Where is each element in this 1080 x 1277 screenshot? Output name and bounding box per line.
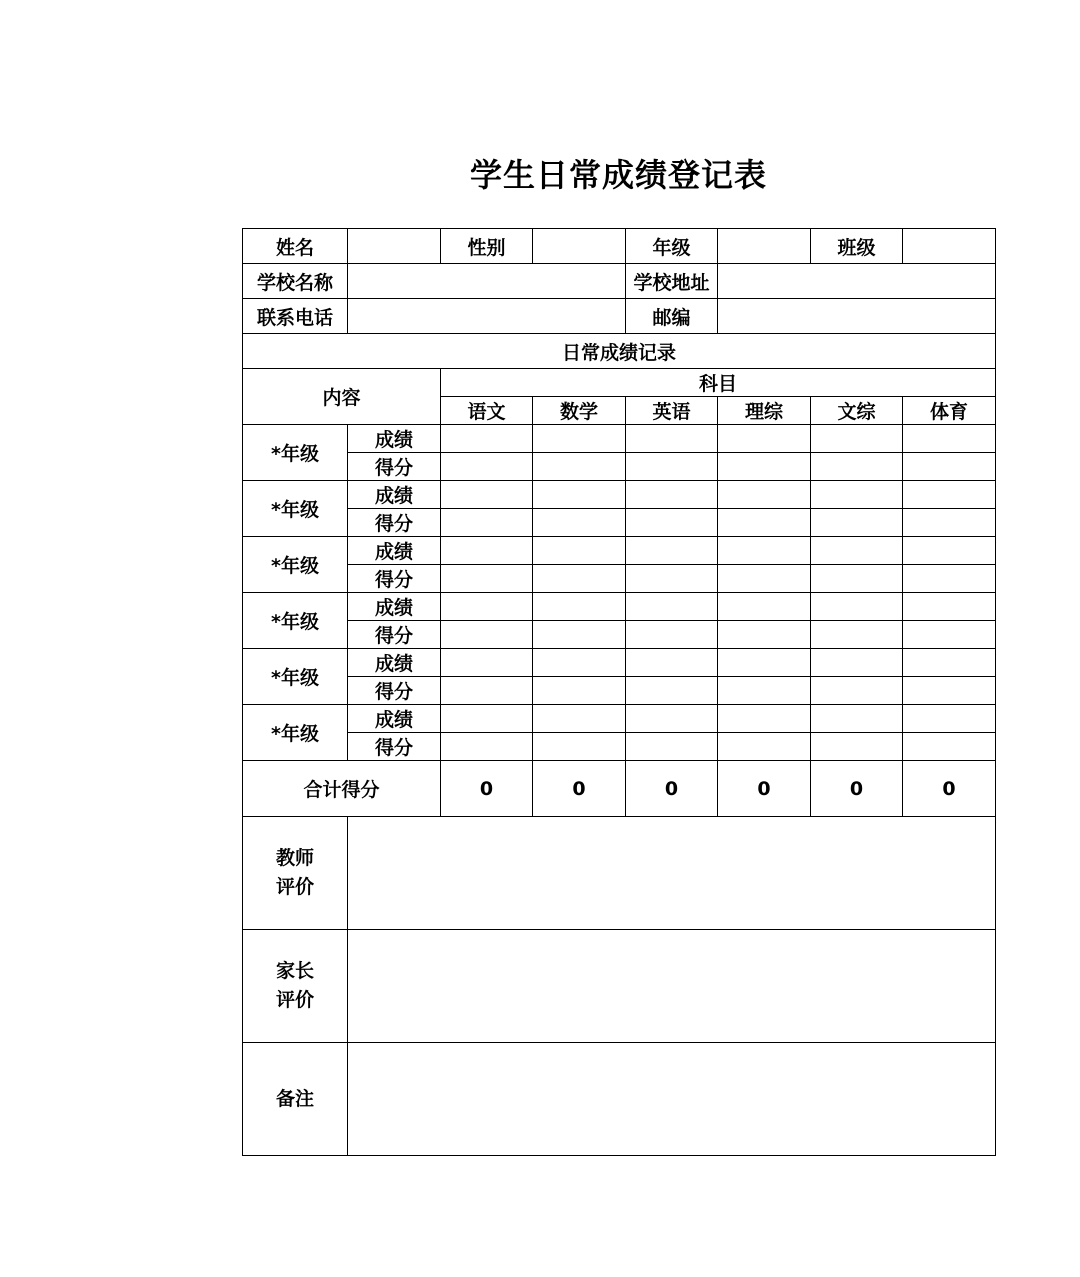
points-cell[interactable] <box>533 677 626 705</box>
points-cell[interactable] <box>626 565 718 593</box>
subject-header: 数学 <box>533 397 626 425</box>
teacher-comment-field[interactable] <box>348 817 996 930</box>
score-cell[interactable] <box>903 537 996 565</box>
score-cell[interactable] <box>903 649 996 677</box>
grade-score-row <box>243 705 996 733</box>
grade-score-row <box>243 481 996 509</box>
points-cell[interactable] <box>718 509 811 537</box>
points-cell[interactable] <box>811 453 903 481</box>
score-cell[interactable] <box>533 593 626 621</box>
postcode-field[interactable] <box>718 299 996 334</box>
score-cell[interactable] <box>626 481 718 509</box>
score-cell[interactable] <box>903 425 996 453</box>
points-cell[interactable] <box>718 453 811 481</box>
grade-points-row <box>243 453 996 481</box>
points-cell[interactable] <box>718 733 811 761</box>
phone-field[interactable] <box>348 299 626 334</box>
student-info-row <box>243 229 996 264</box>
score-label: 成绩 <box>348 481 441 509</box>
grade-row-label: *年级 <box>243 537 348 593</box>
subject-header: 英语 <box>626 397 718 425</box>
grade-score-row <box>243 425 996 453</box>
record-section-header: 日常成绩记录 <box>243 334 996 369</box>
total-value: 0 <box>441 761 533 817</box>
points-cell[interactable] <box>441 733 533 761</box>
score-cell[interactable] <box>533 425 626 453</box>
points-cell[interactable] <box>626 509 718 537</box>
score-cell[interactable] <box>533 649 626 677</box>
score-label: 成绩 <box>348 425 441 453</box>
remarks-label: 备注 <box>243 1043 348 1156</box>
grade-points-row <box>243 509 996 537</box>
score-label: 成绩 <box>348 593 441 621</box>
grade-row-label: *年级 <box>243 481 348 537</box>
subject-header: 体育 <box>903 397 996 425</box>
school-address-label: 学校地址 <box>626 264 718 299</box>
score-cell[interactable] <box>626 425 718 453</box>
score-cell[interactable] <box>718 593 811 621</box>
points-cell[interactable] <box>811 565 903 593</box>
total-value: 0 <box>626 761 718 817</box>
score-cell[interactable] <box>441 425 533 453</box>
score-cell[interactable] <box>903 481 996 509</box>
grade-score-row <box>243 649 996 677</box>
class-field[interactable] <box>903 229 996 264</box>
score-cell[interactable] <box>903 593 996 621</box>
remarks-row <box>243 1043 996 1156</box>
score-cell[interactable] <box>533 481 626 509</box>
points-label: 得分 <box>348 565 441 593</box>
score-cell[interactable] <box>903 705 996 733</box>
score-cell[interactable] <box>441 537 533 565</box>
points-cell[interactable] <box>811 733 903 761</box>
score-cell[interactable] <box>441 649 533 677</box>
grade-row-label: *年级 <box>243 705 348 761</box>
grade-row-label: *年级 <box>243 425 348 481</box>
points-label: 得分 <box>348 677 441 705</box>
points-cell[interactable] <box>626 733 718 761</box>
score-label: 成绩 <box>348 649 441 677</box>
points-cell[interactable] <box>533 565 626 593</box>
gender-field[interactable] <box>533 229 626 264</box>
parent-comment-field[interactable] <box>348 930 996 1043</box>
points-label: 得分 <box>348 621 441 649</box>
points-cell[interactable] <box>718 621 811 649</box>
phone-label: 联系电话 <box>243 299 348 334</box>
total-value: 0 <box>811 761 903 817</box>
score-cell[interactable] <box>533 537 626 565</box>
points-cell[interactable] <box>811 509 903 537</box>
score-cell[interactable] <box>718 705 811 733</box>
points-label: 得分 <box>348 453 441 481</box>
parent-comment-label: 家长 评价 <box>243 930 348 1043</box>
points-cell[interactable] <box>718 677 811 705</box>
grade-points-row <box>243 621 996 649</box>
score-cell[interactable] <box>811 593 903 621</box>
record-section-row <box>243 334 996 369</box>
score-cell[interactable] <box>718 537 811 565</box>
grade-points-row <box>243 677 996 705</box>
total-value: 0 <box>533 761 626 817</box>
score-cell[interactable] <box>533 705 626 733</box>
points-label: 得分 <box>348 733 441 761</box>
postcode-label: 邮编 <box>626 299 718 334</box>
points-label: 得分 <box>348 509 441 537</box>
subject-header: 文综 <box>811 397 903 425</box>
total-row <box>243 761 996 817</box>
grade-row-label: *年级 <box>243 649 348 705</box>
points-cell[interactable] <box>441 621 533 649</box>
teacher-comment-label: 教师 评价 <box>243 817 348 930</box>
points-cell[interactable] <box>441 509 533 537</box>
subject-group-header: 科目 <box>441 369 996 397</box>
points-cell[interactable] <box>533 733 626 761</box>
school-name-field[interactable] <box>348 264 626 299</box>
score-cell[interactable] <box>626 705 718 733</box>
score-label: 成绩 <box>348 705 441 733</box>
points-cell[interactable] <box>626 677 718 705</box>
score-cell[interactable] <box>718 481 811 509</box>
score-cell[interactable] <box>441 481 533 509</box>
grade-field[interactable] <box>718 229 811 264</box>
subject-header: 理综 <box>718 397 811 425</box>
points-cell[interactable] <box>441 565 533 593</box>
points-cell[interactable] <box>903 509 996 537</box>
points-cell[interactable] <box>626 621 718 649</box>
score-cell[interactable] <box>626 649 718 677</box>
points-cell[interactable] <box>626 453 718 481</box>
score-cell[interactable] <box>811 481 903 509</box>
points-cell[interactable] <box>441 677 533 705</box>
score-cell[interactable] <box>441 593 533 621</box>
grade-label: 年级 <box>626 229 718 264</box>
teacher-comment-row <box>243 817 996 930</box>
grade-register-table <box>242 228 996 1156</box>
points-cell[interactable] <box>811 621 903 649</box>
score-cell[interactable] <box>718 649 811 677</box>
points-cell[interactable] <box>903 565 996 593</box>
score-cell[interactable] <box>811 425 903 453</box>
school-name-label: 学校名称 <box>243 264 348 299</box>
class-label: 班级 <box>811 229 903 264</box>
points-cell[interactable] <box>718 565 811 593</box>
parent-comment-row <box>243 930 996 1043</box>
points-cell[interactable] <box>441 453 533 481</box>
points-cell[interactable] <box>533 621 626 649</box>
score-cell[interactable] <box>626 537 718 565</box>
score-cell[interactable] <box>811 537 903 565</box>
subject-header: 语文 <box>441 397 533 425</box>
grade-score-row <box>243 593 996 621</box>
points-cell[interactable] <box>903 621 996 649</box>
points-cell[interactable] <box>903 677 996 705</box>
grade-row-label: *年级 <box>243 593 348 649</box>
score-cell[interactable] <box>718 425 811 453</box>
remarks-field[interactable] <box>348 1043 996 1156</box>
contact-info-row <box>243 299 996 334</box>
total-value: 0 <box>903 761 996 817</box>
score-cell[interactable] <box>811 649 903 677</box>
score-cell[interactable] <box>626 593 718 621</box>
name-label: 姓名 <box>243 229 348 264</box>
total-label: 合计得分 <box>243 761 441 817</box>
points-cell[interactable] <box>903 733 996 761</box>
points-cell[interactable] <box>811 677 903 705</box>
school-address-field[interactable] <box>718 264 996 299</box>
subject-header-row <box>243 369 996 397</box>
score-cell[interactable] <box>811 705 903 733</box>
grade-points-row <box>243 733 996 761</box>
grade-points-row <box>243 565 996 593</box>
grade-score-row <box>243 537 996 565</box>
points-cell[interactable] <box>533 509 626 537</box>
score-label: 成绩 <box>348 537 441 565</box>
points-cell[interactable] <box>533 453 626 481</box>
name-field[interactable] <box>348 229 441 264</box>
form-title: 学生日常成绩登记表 <box>469 156 767 194</box>
score-cell[interactable] <box>441 705 533 733</box>
total-value: 0 <box>718 761 811 817</box>
content-header: 内容 <box>243 369 441 425</box>
gender-label: 性别 <box>441 229 533 264</box>
school-info-row <box>243 264 996 299</box>
points-cell[interactable] <box>903 453 996 481</box>
